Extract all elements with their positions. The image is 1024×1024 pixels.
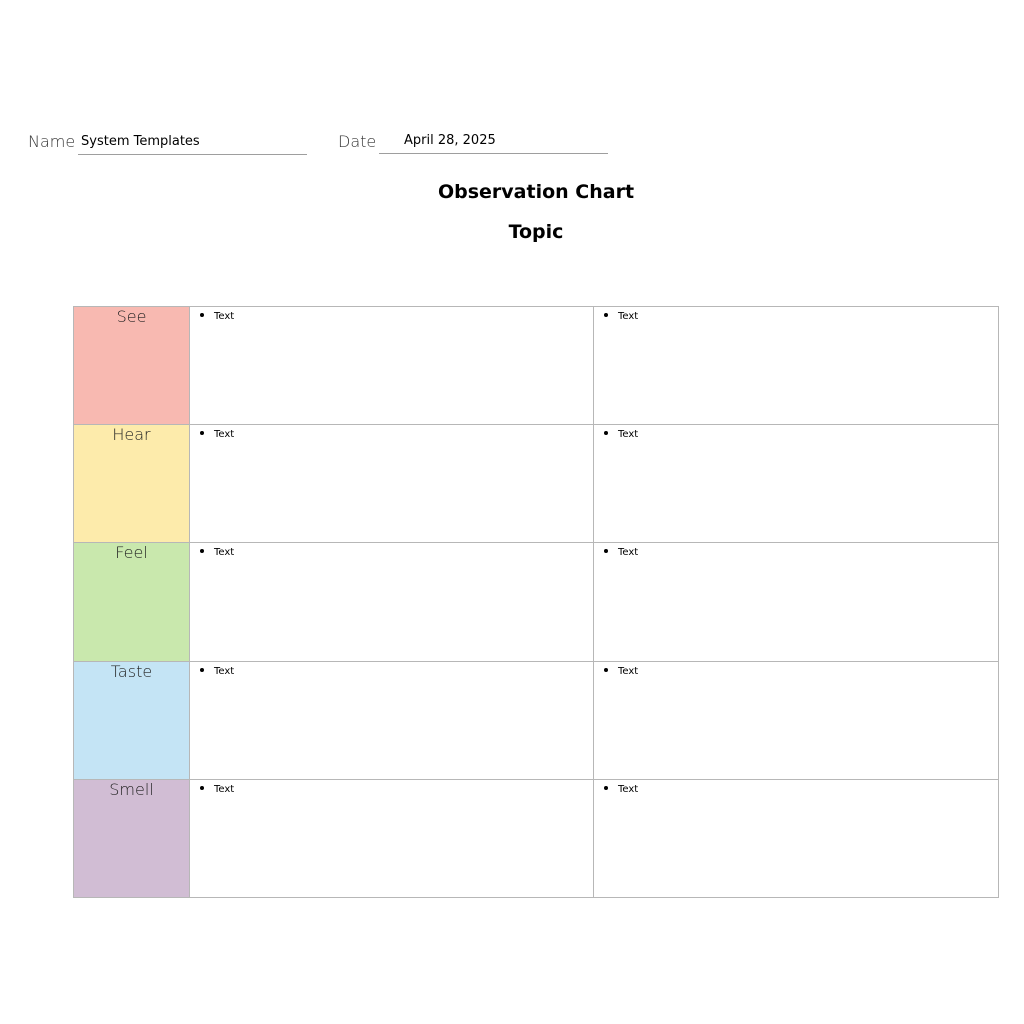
table-row [74, 543, 999, 661]
name-label: Name [28, 132, 76, 151]
table-row [74, 661, 999, 779]
bullet-icon [604, 668, 608, 672]
date-label: Date [338, 132, 377, 151]
list-item-text: Text [618, 783, 639, 795]
topic-heading: Topic [508, 221, 564, 243]
note-cell[interactable] [190, 425, 594, 543]
sense-cell-smell: Smell [74, 779, 190, 897]
page-title: Observation Chart [437, 181, 635, 203]
note-cell[interactable] [190, 543, 594, 661]
list-item-text: Text [618, 429, 639, 441]
list-item-text: Text [214, 311, 235, 322]
list-item-text: Text [214, 429, 235, 441]
note-cell[interactable] [190, 307, 594, 425]
bullet-icon [200, 431, 204, 435]
bullet-icon [200, 549, 204, 553]
bullet-icon [604, 313, 608, 317]
list-item [604, 428, 998, 442]
table-row [74, 779, 999, 897]
observation-table [73, 306, 999, 898]
note-cell[interactable] [594, 661, 999, 779]
list-item-text: Text [214, 665, 235, 677]
list-item-text: Text [214, 547, 235, 559]
list-item-text: Text [618, 311, 639, 322]
list-item [200, 428, 593, 442]
bullet-icon [200, 313, 204, 317]
sense-cell-taste: Taste [74, 661, 190, 779]
note-cell[interactable] [190, 779, 594, 897]
list-item [604, 546, 998, 560]
sense-cell-see: See [74, 307, 190, 425]
list-item [200, 546, 593, 560]
bullet-icon [604, 549, 608, 553]
bullet-icon [200, 668, 204, 672]
table-row [74, 425, 999, 543]
list-item [200, 310, 593, 324]
bullet-icon [604, 786, 608, 790]
bullet-icon [200, 786, 204, 790]
list-item [200, 783, 593, 797]
list-item [200, 665, 593, 679]
bullet-icon [604, 431, 608, 435]
name-field[interactable]: System Templates [78, 131, 307, 155]
table-row [74, 307, 999, 425]
sense-cell-feel: Feel [74, 543, 190, 661]
list-item-text: Text [618, 547, 639, 559]
sense-cell-hear: Hear [74, 425, 190, 543]
note-cell[interactable] [594, 307, 999, 425]
list-item-text: Text [618, 665, 639, 677]
list-item [604, 665, 998, 679]
list-item [604, 783, 998, 797]
date-field[interactable]: April 28, 2025 [379, 130, 608, 154]
list-item [604, 310, 998, 324]
note-cell[interactable] [594, 543, 999, 661]
note-cell[interactable] [190, 661, 594, 779]
note-cell[interactable] [594, 779, 999, 897]
note-cell[interactable] [594, 425, 999, 543]
list-item-text: Text [214, 783, 235, 795]
